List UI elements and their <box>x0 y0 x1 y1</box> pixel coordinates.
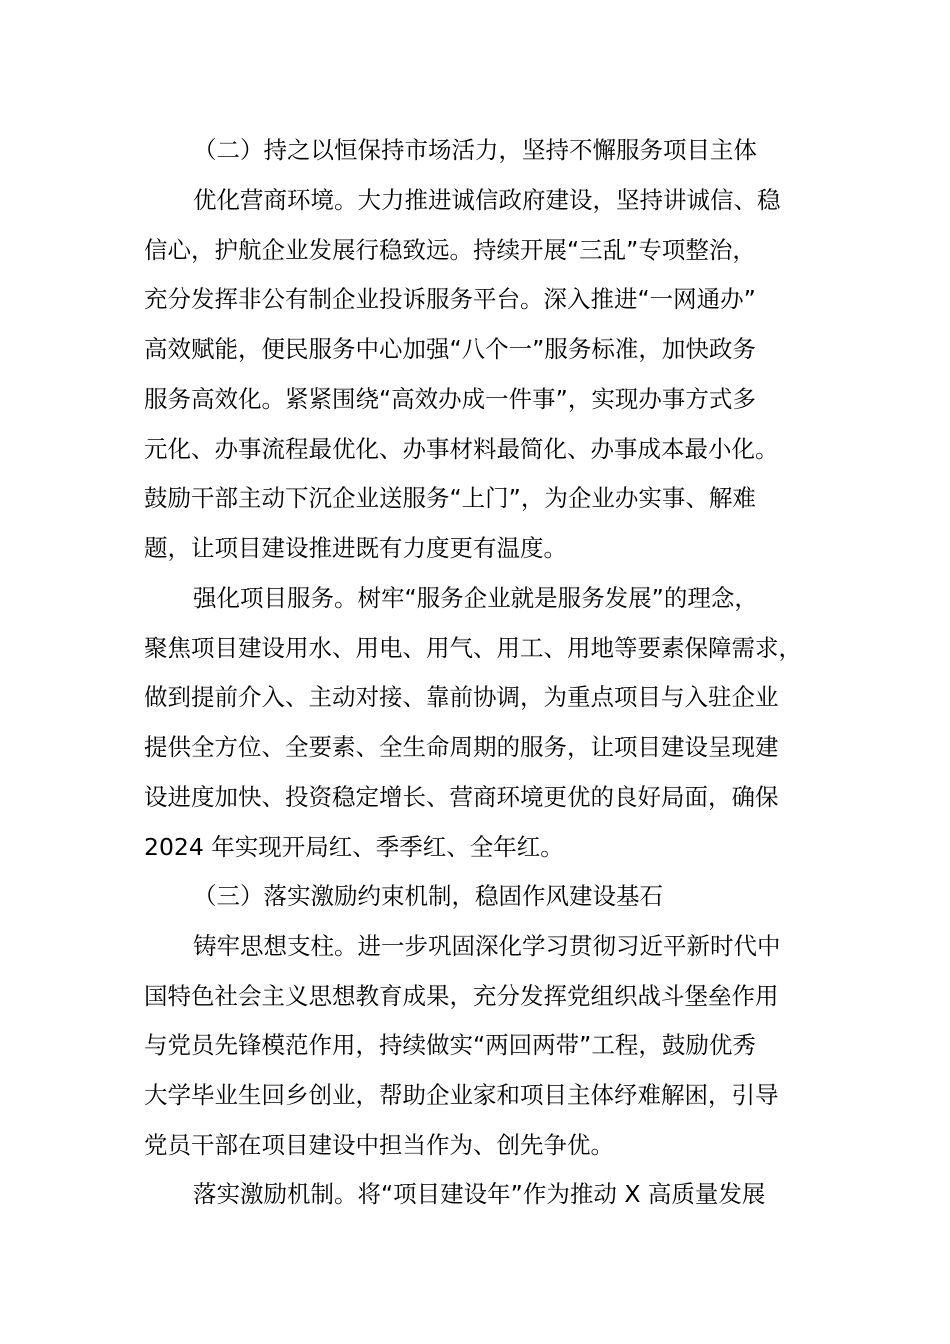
paragraph-line: 铸牢思想支柱。进一步巩固深化学习贯彻习近平新时代中 <box>193 932 781 960</box>
paragraph-line: 元化、办事流程最优化、办事材料最简化、办事成本最小化。 <box>144 435 779 463</box>
paragraph-line: 题，让项目建设推进既有力度更有温度。 <box>144 534 567 562</box>
paragraph-line: 设进度加快、投资稳定增长、营商环境更优的良好局面，确保 <box>144 783 779 811</box>
paragraph-line: 服务高效化。紧紧围绕“高效办成一件事”，实现办事方式多 <box>144 385 756 413</box>
paragraph-line: 充分发挥非公有制企业投诉服务平台。深入推进“一网通办” <box>144 285 756 313</box>
paragraph-line: 聚焦项目建设用水、用电、用气、用工、用地等要素保障需求， <box>144 634 802 662</box>
paragraph-line: 提供全方位、全要素、全生命周期的服务，让项目建设呈现建 <box>144 733 779 761</box>
paragraph-line: 强化项目服务。树牢“服务企业就是服务发展”的理念， <box>193 584 758 612</box>
paragraph-line: 信心，护航企业发展行稳致远。持续开展“三乱”专项整治， <box>144 236 756 264</box>
paragraph-line: 鼓励干部主动下沉企业送服务“上门”，为企业办实事、解难 <box>144 484 756 512</box>
paragraph-line: 与党员先锋模范作用，持续做实“两回两带”工程，鼓励优秀 <box>144 1031 756 1059</box>
paragraph-line: 2024 年实现开局红、季季红、全年红。 <box>144 833 564 861</box>
paragraph-line: 党员干部在项目建设中担当作为、创先争优。 <box>144 1131 614 1159</box>
section-two-heading: （二）持之以恒保持市场活力，坚持不懈服务项目主体 <box>193 136 757 164</box>
paragraph-line: 大学毕业生回乡创业，帮助企业家和项目主体纾难解困，引导 <box>144 1081 779 1109</box>
paragraph-line: 做到提前介入、主动对接、靠前协调，为重点项目与入驻企业 <box>144 683 779 711</box>
paragraph-line: 落实激励机制。将“项目建设年”作为推动 X 高质量发展 <box>193 1180 766 1208</box>
paragraph-line: 高效赋能，便民服务中心加强“八个一”服务标准，加快政务 <box>144 335 756 363</box>
paragraph-line: 国特色社会主义思想教育成果，充分发挥党组织战斗堡垒作用 <box>144 982 779 1010</box>
paragraph-line: 优化营商环境。大力推进诚信政府建设，坚持讲诚信、稳 <box>193 186 781 214</box>
section-three-heading: （三）落实激励约束机制，稳固作风建设基石 <box>193 882 663 910</box>
